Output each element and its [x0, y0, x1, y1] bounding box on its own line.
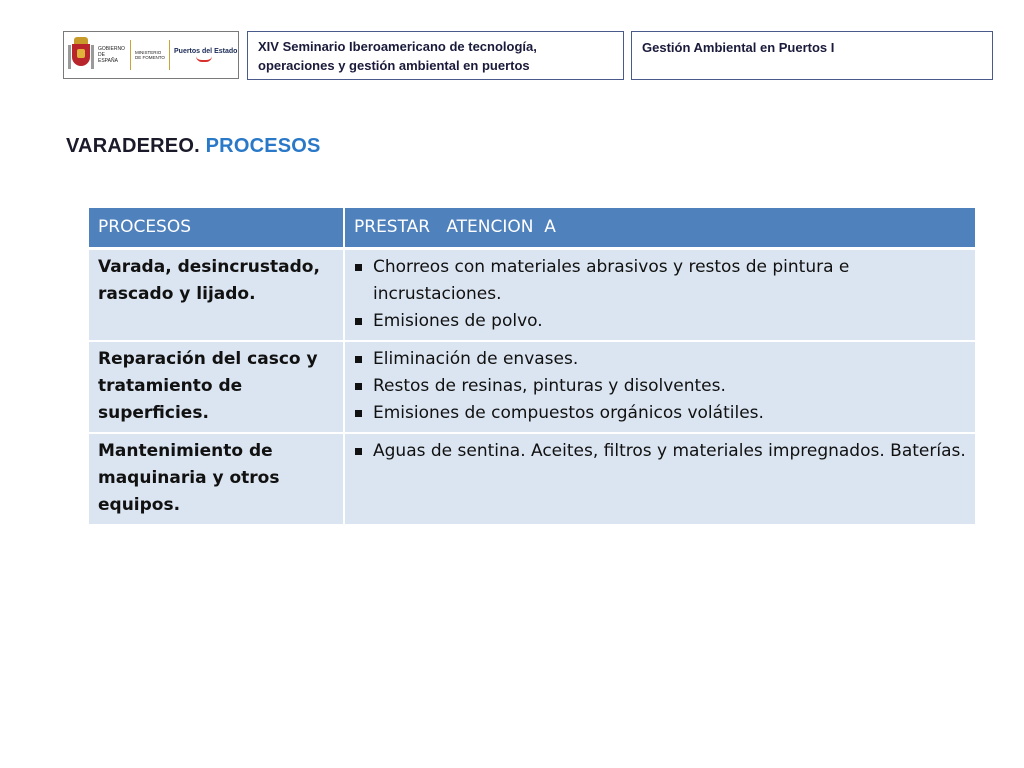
- attention-cell: [344, 341, 975, 433]
- puertos-text: Puertos del Estado: [174, 48, 238, 55]
- course-title-box: Gestión Ambiental en Puertos I: [631, 31, 993, 80]
- list-item: Restos de resinas, pinturas y disolventes.: [354, 373, 966, 400]
- attention-list: [354, 438, 966, 465]
- process-cell: Reparación del casco y tratamiento de superficies.: [89, 341, 344, 433]
- logo-divider: [130, 40, 131, 70]
- table-row: [89, 341, 975, 433]
- list-item: Chorreos con materiales abrasivos y restos de pintura e incrustaciones.: [354, 254, 966, 308]
- slide-title-accent: PROCESOS: [205, 135, 321, 157]
- attention-list: [354, 254, 966, 335]
- gobierno-text: GOBIERNO DE ESPAÑA: [98, 46, 125, 64]
- ministerio-text: MINISTERIO DE FOMENTO: [135, 49, 165, 60]
- list-item: Eliminación de envases.: [354, 346, 966, 373]
- list-item: Emisiones de polvo.: [354, 308, 966, 335]
- process-cell: Mantenimiento de maquinaria y otros equipos.: [89, 433, 344, 525]
- logo-divider: [169, 40, 170, 70]
- list-item: Aguas de sentina. Aceites, filtros y materiales impregnados. Baterías.: [354, 438, 966, 465]
- processes-table: [89, 208, 975, 526]
- table-row: [89, 248, 975, 341]
- process-cell: Varada, desincrustado, rascado y lijado.: [89, 248, 344, 341]
- table-header-row: [89, 208, 975, 248]
- attention-cell: [344, 248, 975, 341]
- attention-cell: [344, 433, 975, 525]
- list-item: Emisiones de compuestos orgánicos volátiles.: [354, 400, 966, 427]
- spain-coat-of-arms-icon: [68, 37, 94, 73]
- attention-list: [354, 346, 966, 427]
- puertos-del-estado-logo: [174, 48, 237, 62]
- slide-title: [66, 135, 321, 158]
- logo-banner: [63, 31, 239, 79]
- wave-icon: [196, 56, 212, 62]
- seminar-title-box: XIV Seminario Iberoamericano de tecnología, operaciones y gestión ambiental en puertos: [247, 31, 624, 80]
- table-row: [89, 433, 975, 525]
- slide-title-main: VARADEREO.: [66, 135, 200, 157]
- column-header-prestar-atencion: PRESTAR ATENCION A: [344, 208, 975, 248]
- column-header-procesos: PROCESOS: [89, 208, 344, 248]
